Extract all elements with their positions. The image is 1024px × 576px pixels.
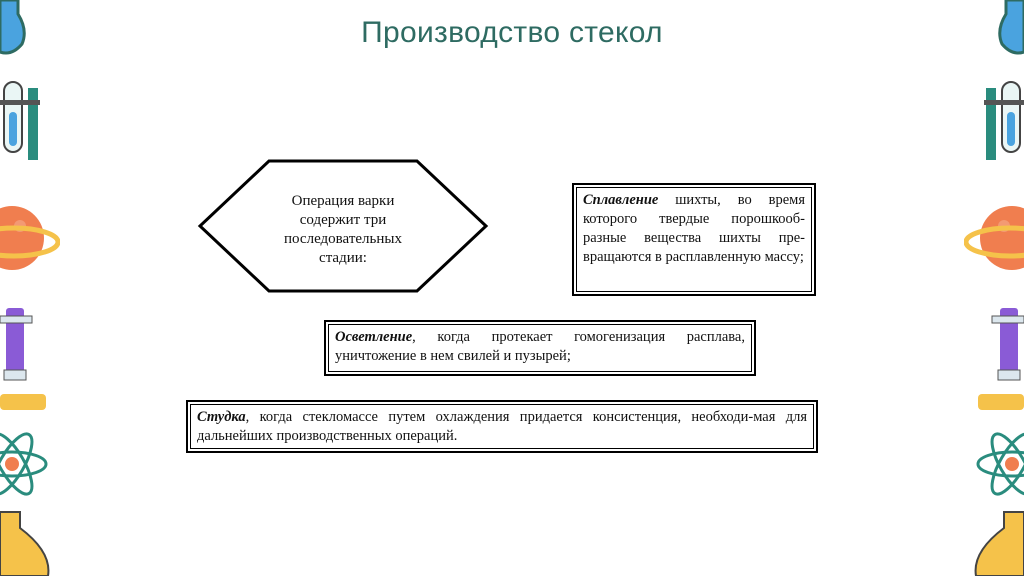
stage-description: , когда протекает гомогенизация расплава, уничтожение в нем свилей и пузырей; [335, 329, 745, 364]
beaker-icon [976, 512, 1024, 576]
stage-term: Осветление [335, 329, 413, 345]
left-decoration [0, 0, 60, 576]
right-decoration [964, 0, 1024, 576]
flask-icon [0, 0, 24, 53]
atom-icon [0, 429, 46, 500]
stage-box-fining-content [328, 324, 752, 372]
tray-icon [978, 394, 1024, 410]
test-tube-icon [0, 82, 40, 160]
atom-icon [978, 429, 1024, 500]
planet-icon [0, 206, 58, 270]
stage-box-cooling [186, 400, 818, 453]
stage-box-fining [324, 320, 756, 376]
stage-box-melting [572, 183, 816, 296]
test-tube-icon [984, 82, 1024, 160]
beaker-icon [0, 512, 48, 576]
tray-icon [0, 394, 46, 410]
microscope-icon [0, 308, 32, 380]
hexagon-text: Операция варки содержит три последовательных стадии: [284, 193, 402, 266]
flask-icon [1000, 0, 1024, 53]
stage-box-cooling-content [190, 404, 814, 449]
planet-icon [966, 206, 1024, 270]
slide-title: Производство стекол [361, 16, 663, 49]
microscope-icon [992, 308, 1024, 380]
stage-description: шихты, во время которого твердые порошкооб-разные вещества шихты пре-вращаются в расплавленную массу; [583, 192, 805, 265]
stage-term: Студка [197, 409, 246, 425]
stage-box-melting-content [576, 187, 812, 292]
stage-term: Сплавление [583, 192, 659, 208]
stage-description: , когда стекломассе путем охлаждения придается консистенция, необходи-мая для дальнейших производственных операций. [197, 409, 807, 444]
